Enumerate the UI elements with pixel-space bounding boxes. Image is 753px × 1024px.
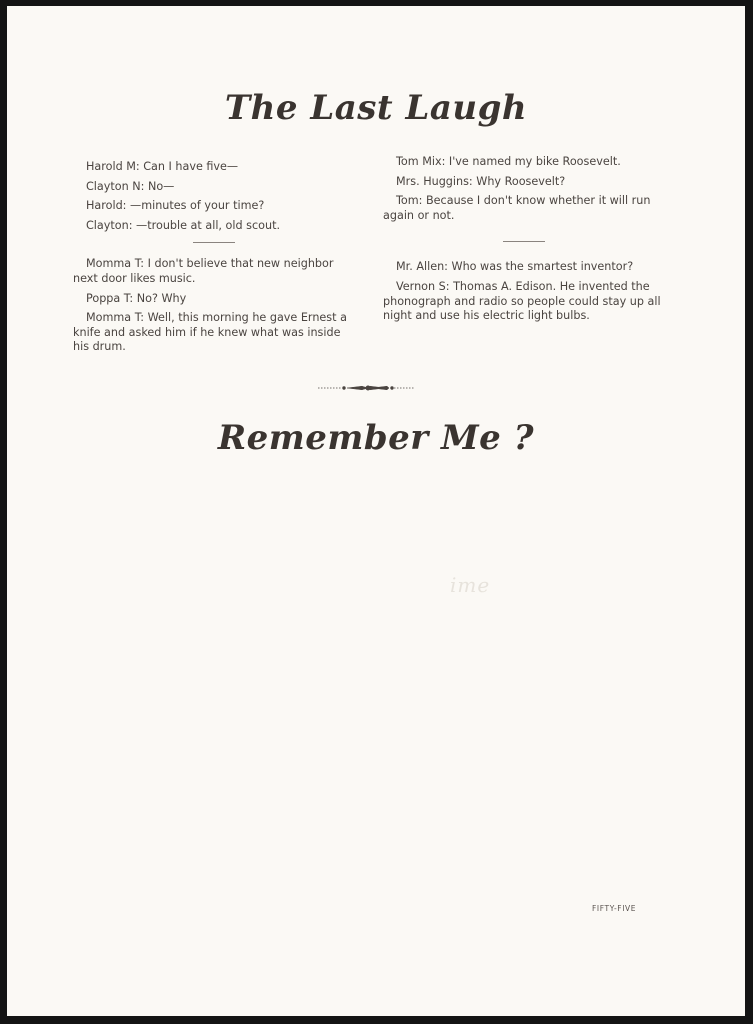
joke-line: Tom Mix: I've named my bike Roosevelt.	[396, 155, 621, 168]
joke-line: Harold: —minutes of your time?	[86, 199, 265, 213]
joke-line: Clayton N: No—	[86, 179, 175, 193]
joke-line: Vernon S: Thomas A. Edison. He invented the phonograph and radio so people could stay up all night and use his electric light bulbs.	[383, 279, 661, 323]
page-number: FIFTY-FIVE	[592, 904, 637, 913]
yearbook-page	[7, 6, 745, 1016]
page-title: The Last Laugh	[224, 88, 528, 128]
left-column	[73, 160, 355, 360]
ornament-divider-icon	[316, 383, 416, 393]
joke-line: Clayton: —trouble at all, old scout.	[86, 218, 281, 232]
right-column	[383, 155, 665, 329]
joke-line: Momma T: Well, this morning he gave Ernest a knife and asked him if he knew what was inside his drum.	[73, 311, 347, 354]
joke-line: Momma T: I don't believe that new neighbor next door likes music.	[73, 257, 334, 285]
joke-line: Tom: Because I don't know whether it will run again or not.	[383, 194, 651, 222]
faint-watermark: ime	[450, 573, 491, 597]
section-title: Remember Me ?	[217, 418, 535, 458]
divider-rule	[193, 242, 235, 243]
joke-line: Mr. Allen: Who was the smartest inventor?	[396, 260, 634, 274]
joke-line: Poppa T: No? Why	[86, 291, 187, 305]
divider-rule	[503, 241, 545, 242]
joke-line: Harold M: Can I have five—	[86, 160, 239, 173]
joke-line: Mrs. Huggins: Why Roosevelt?	[396, 174, 566, 188]
